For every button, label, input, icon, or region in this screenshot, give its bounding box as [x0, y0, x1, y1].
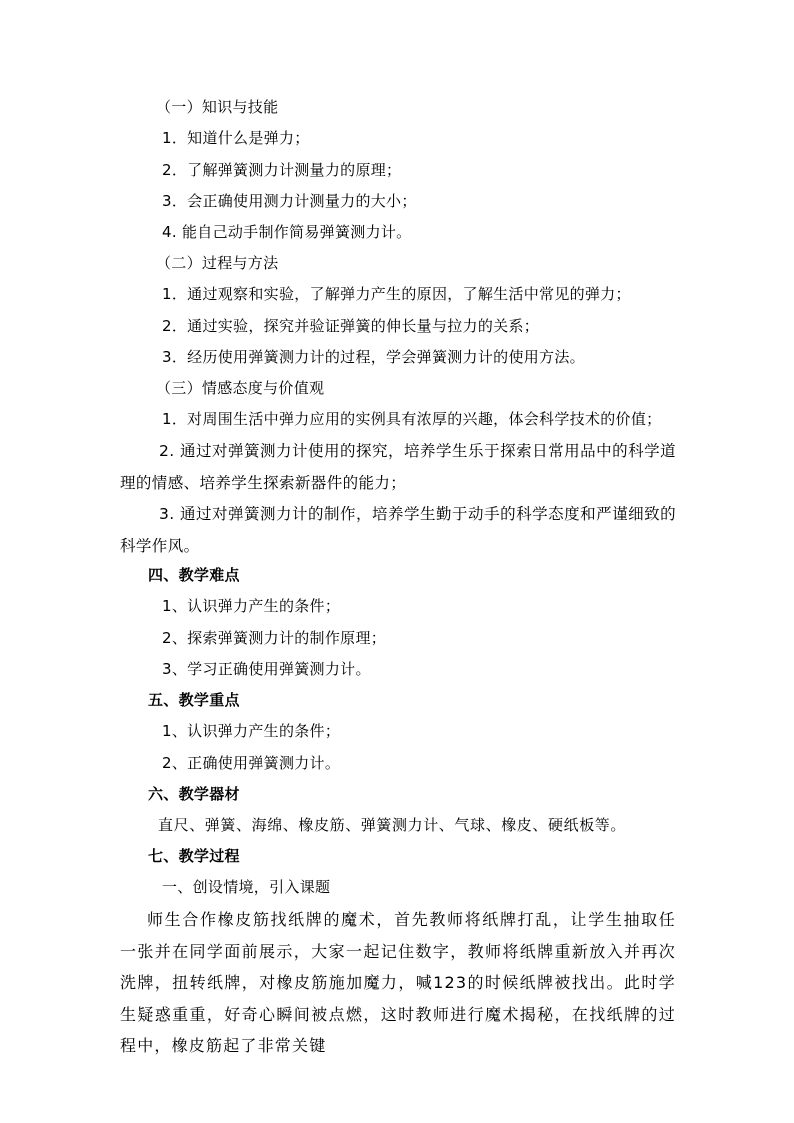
section-equipment-heading: 六、教学器材: [148, 785, 240, 803]
procedure-paragraph: 师生合作橡皮筋找纸牌的魔术，首先教师将纸牌打乱，让学生抽取任一张并在同学面前展示，大家一起记住数字，教师将纸牌重新放入并再次洗牌，扭转纸牌，对橡皮筋施加魔力，喊123的时候纸牌被找出。此时学生疑惑重重，好奇心瞬间被点燃，这时教师进行魔术揭秘，在找纸牌的过程中，橡皮筋起了非常关键: [120, 910, 676, 1055]
process-item-2: 2．通过实验，探究并验证弹簧的伸长量与拉力的关系；: [162, 317, 540, 335]
emotion-item-1: 1．对周围生活中弹力应用的实例具有浓厚的兴趣，体会科学技术的价值；: [162, 410, 662, 428]
key-point-item-2: 2、正确使用弹簧测力计。: [162, 754, 341, 772]
knowledge-item-1: 1．知道什么是弹力；: [162, 129, 310, 147]
section-key-points-heading: 五、教学重点: [148, 691, 240, 709]
knowledge-item-4: 4. 能自己动手制作简易弹簧测力计。: [162, 223, 412, 241]
section-procedure-heading: 七、教学过程: [148, 847, 240, 865]
section-knowledge-heading: （一）知识与技能: [156, 98, 279, 116]
difficulty-item-2: 2、探索弹簧测力计的制作原理；: [162, 629, 387, 647]
key-point-item-1: 1、认识弹力产生的条件；: [162, 722, 341, 740]
knowledge-item-3: 3．会正确使用测力计测量力的大小；: [162, 192, 417, 210]
section-emotion-heading: （三）情感态度与价值观: [156, 379, 325, 397]
knowledge-item-2: 2．了解弹簧测力计测量力的原理；: [162, 161, 402, 179]
procedure-subheading: 一、创设情境，引入课题: [162, 878, 331, 896]
emotion-item-2: 2. 通过对弹簧测力计使用的探究，培养学生乐于探索日常用品中的科学道理的情感、培养学生探索新器件的能力；: [120, 442, 676, 492]
section-process-heading: （二）过程与方法: [156, 254, 279, 272]
process-item-1: 1．通过观察和实验，了解弹力产生的原因，了解生活中常见的弹力；: [162, 285, 631, 303]
difficulty-item-3: 3、学习正确使用弹簧测力计。: [162, 660, 371, 678]
equipment-list: 直尺、弹簧、海绵、橡皮筋、弹簧测力计、气球、橡皮、硬纸板等。: [158, 816, 627, 834]
emotion-item-3: 3. 通过对弹簧测力计的制作，培养学生勤于动手的科学态度和严谨细致的科学作风。: [120, 505, 676, 555]
section-difficulties-heading: 四、教学难点: [148, 566, 240, 584]
process-item-3: 3．经历使用弹簧测力计的过程，学会弹簧测力计的使用方法。: [162, 348, 585, 366]
difficulty-item-1: 1、认识弹力产生的条件；: [162, 597, 341, 615]
